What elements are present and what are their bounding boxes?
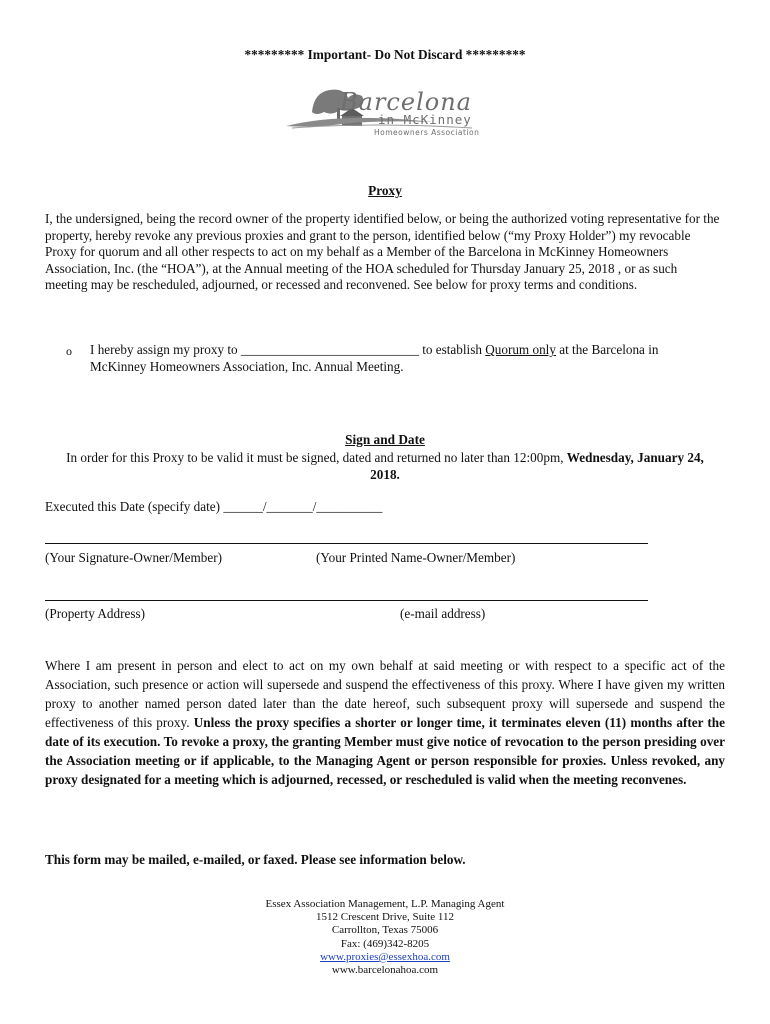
address-line[interactable] xyxy=(45,600,648,601)
sign-and-date-title: Sign and Date xyxy=(345,432,425,447)
footer-street: 1512 Crescent Drive, Suite 112 xyxy=(316,911,454,924)
terms-plain-text: Where I am present in person and elect to act on my own behalf at said meeting or with respect to a specific act of the Association, such presence or action will supersede and suspend the effectiveness of this proxy. Where I have given my written proxy to another named person dated later than the date hereof, such subsequent proxy will supersede and suspend the effectiveness of this proxy. xyxy=(45,658,725,730)
executed-date-field[interactable]: Executed this Date (specify date) ______/_______/__________ xyxy=(45,499,383,514)
proxy-intro-paragraph: I, the undersigned, being the record owner of the property identified below, or being the authorized voting representative for the property, hereby revoke any previous proxies and grant to the person, identified below (“my Proxy Holder”) my revocable Proxy for quorum and all other respects to act on my behalf as a Member of the Barcelona in McKinney Homeowners Association, Inc. (the “HOA”), at the Annual meeting of the HOA scheduled for Thursday January 25, 2018 , or as such meeting may be rescheduled, adjourned, or recessed and reconvened. See below for proxy terms and conditions. xyxy=(45,211,720,292)
assignment-text-end: at the Barcelona in xyxy=(555,342,659,357)
quorum-only-text: Quorum only xyxy=(485,342,556,357)
proxy-terms-paragraph xyxy=(45,656,725,789)
important-notice: ********* Important- Do Not Discard ********* xyxy=(244,47,526,62)
sign-instruction-text: In order for this Proxy to be valid it must be signed, dated and returned no later than 12:00pm, xyxy=(66,450,567,465)
logo-association-text: Homeowners Association xyxy=(374,128,480,137)
proxies-email-link[interactable]: www.proxies@essexhoa.com xyxy=(320,950,450,963)
proxy-assignment xyxy=(90,342,710,375)
signature-line[interactable] xyxy=(45,543,648,544)
deadline-year: 2018. xyxy=(370,466,400,482)
mail-note: This form may be mailed, e-mailed, or faxed. Please see information below. xyxy=(45,852,466,867)
bullet-marker: o xyxy=(66,344,72,358)
deadline-date: Wednesday, January 24, xyxy=(566,450,704,465)
logo-mckinney-text: in McKinney xyxy=(378,112,472,127)
terms-bold-text: Unless the proxy specifies a shorter or longer time, it terminates eleven (11) months after the date of its execution. To revoke a proxy, the granting Member must give notice of revocation to the person presiding over the Association meeting or if applicable, to the Managing Agent or person responsible for proxies. Unless revoked, any proxy designated for a meeting which is adjourned, recessed, or rescheduled is valid when the meeting reconvenes. xyxy=(45,715,725,787)
email-address-label: (e-mail address) xyxy=(400,606,486,621)
barcelona-logo xyxy=(282,82,482,152)
footer-city: Carrollton, Texas 75006 xyxy=(331,924,439,937)
assignment-text-start: I hereby assign my proxy to ___________________________ to establish xyxy=(90,342,486,357)
printed-name-label: (Your Printed Name-Owner/Member) xyxy=(316,550,516,565)
sign-instruction xyxy=(40,450,730,483)
assignment-text-line2: McKinney Homeowners Association, Inc. Annual Meeting. xyxy=(90,358,404,374)
proxy-title: Proxy xyxy=(368,183,402,198)
footer-website: www.barcelonahoa.com xyxy=(331,964,439,977)
signature-label: (Your Signature-Owner/Member) xyxy=(45,550,223,565)
property-address-label: (Property Address) xyxy=(45,606,145,621)
footer-fax: Fax: (469)342-8205 xyxy=(340,937,430,950)
managing-agent-footer xyxy=(0,898,770,977)
logo-barcelona-text: Barcelona xyxy=(340,88,472,116)
footer-agent: Essex Association Management, L.P. Managing Agent xyxy=(265,898,505,910)
